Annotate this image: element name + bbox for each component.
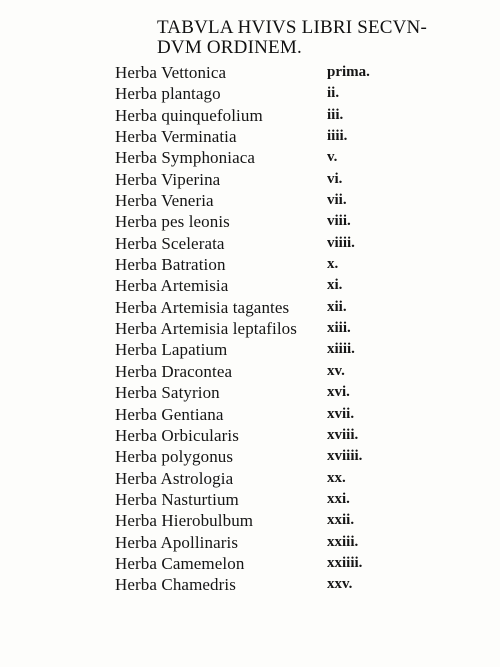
entry-number: vii.	[327, 192, 347, 209]
entry-name: Herba quinquefolium	[115, 105, 263, 125]
entry-name: Herba Vettonica	[115, 63, 227, 82]
entry-name: Herba Orbicularis	[115, 425, 239, 445]
entry-number: xiii.	[327, 320, 351, 337]
entry-name: Herba polygonus	[115, 447, 234, 467]
entry-number: viiii.	[327, 234, 355, 251]
entry-number: xi.	[327, 277, 343, 294]
entry-number: x.	[327, 256, 339, 273]
entry-number: xv.	[327, 362, 345, 379]
entry-name: Herba Chamedris	[115, 575, 236, 595]
title-line-1: TABVLA HVIVS LIBRI SECVN-	[157, 17, 428, 38]
entry-number: xvii.	[327, 405, 355, 422]
entry-number: xx.	[327, 469, 346, 486]
page-title	[157, 18, 477, 58]
toc-entry	[115, 553, 475, 574]
toc-entry	[115, 105, 475, 126]
entry-number: xviii.	[327, 426, 359, 443]
toc-entry	[115, 510, 475, 531]
toc-entry	[115, 83, 475, 104]
toc-entry	[115, 62, 475, 83]
toc-entry	[115, 233, 475, 254]
entry-name: Herba Dracontea	[115, 361, 233, 381]
entry-number: xxiii.	[327, 533, 359, 550]
entry-name: Herba Satyrion	[115, 383, 220, 403]
toc-entry	[115, 211, 475, 232]
entry-name: Herba Verminatia	[115, 127, 237, 147]
toc-entry	[115, 382, 475, 403]
entry-number: ii.	[327, 85, 340, 102]
entry-name: Herba pes leonis	[115, 212, 230, 232]
toc-entry	[115, 147, 475, 168]
entry-number: xxii.	[327, 512, 355, 529]
toc-entry	[115, 532, 475, 553]
entry-name: Herba Camemelon	[115, 553, 245, 573]
entry-number: xvi.	[327, 384, 350, 401]
toc-entry	[115, 468, 475, 489]
entry-name: Herba Gentiana	[115, 404, 224, 424]
table-of-contents	[115, 62, 475, 596]
toc-entry	[115, 318, 475, 339]
toc-entry	[115, 297, 475, 318]
entry-name: Herba Symphoniaca	[115, 148, 256, 168]
entry-number: iii.	[327, 106, 344, 123]
entry-name: Herba Lapatium	[115, 340, 228, 360]
entry-name: Herba Veneria	[115, 191, 214, 211]
entry-number: xviiii.	[327, 448, 363, 465]
entry-number: xxi.	[327, 490, 350, 507]
entry-name: Herba Artemisia	[115, 276, 229, 296]
entry-number: vi.	[327, 170, 343, 187]
entry-name: Herba Hierobulbum	[115, 511, 254, 531]
toc-entry	[115, 361, 475, 382]
toc-entry	[115, 489, 475, 510]
toc-entry	[115, 275, 475, 296]
entry-name: Herba Artemisia tagantes	[115, 297, 290, 317]
entry-number: xxiiii.	[327, 554, 363, 571]
entry-name: Herba Artemisia leptafilos	[115, 319, 297, 339]
toc-entry	[115, 254, 475, 275]
entry-name: Herba Viperina	[115, 169, 221, 189]
entry-number: v.	[327, 149, 338, 166]
entry-number: viii.	[327, 213, 351, 230]
title-line-2: DVM ORDINEM.	[157, 37, 302, 58]
toc-entry	[115, 404, 475, 425]
toc-entry	[115, 574, 475, 595]
toc-entry	[115, 126, 475, 147]
entry-name: Herba Astrologia	[115, 468, 234, 488]
toc-entry	[115, 425, 475, 446]
entry-name: Herba Apollinaris	[115, 532, 239, 552]
entry-number: xiiii.	[327, 341, 355, 358]
toc-entry	[115, 169, 475, 190]
toc-entry	[115, 446, 475, 467]
entry-number: iiii.	[327, 128, 348, 145]
entry-name: Herba plantago	[115, 84, 221, 104]
entry-number: xxv.	[327, 576, 353, 593]
entry-number: prima.	[327, 64, 370, 80]
toc-entry	[115, 339, 475, 360]
entry-name: Herba Scelerata	[115, 233, 225, 253]
entry-name: Herba Nasturtium	[115, 489, 239, 509]
toc-entry	[115, 190, 475, 211]
entry-number: xii.	[327, 298, 347, 315]
entry-name: Herba Batration	[115, 255, 226, 275]
